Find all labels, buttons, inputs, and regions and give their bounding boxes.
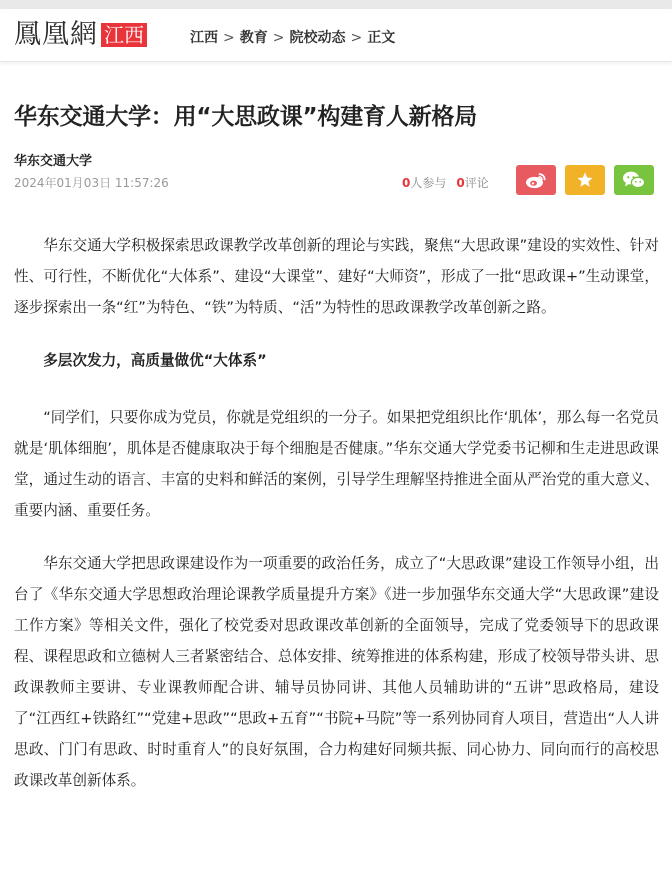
breadcrumb-item-current: 正文	[367, 30, 396, 46]
logo-region-badge: 江西	[101, 23, 147, 47]
weibo-icon	[525, 171, 547, 189]
article-source: 华东交通大学	[14, 154, 93, 169]
comments-count: 0	[456, 176, 465, 190]
breadcrumb-item-school-news[interactable]: 院校动态	[289, 30, 346, 46]
comments-link[interactable]	[456, 176, 488, 190]
breadcrumb-item-jiangxi[interactable]: 江西	[190, 30, 218, 46]
favorite-button[interactable]	[565, 165, 605, 195]
article-paragraph: “同学们，只要你成为党员，你就是党组织的一分子。如果把党组织比作‘肌体’，那么每一名党员就是‘肌体细胞’，肌体是否健康取决于每个细胞是否健康。”华东交通大学党委书记柳和生走进思政课堂，通过生动的语言、丰富的史料和鲜活的案例，引导学生理解坚持推进全面从严治党的重大意义、重要内涵、重要任务。	[14, 409, 659, 519]
breadcrumb-item-education[interactable]: 教育	[239, 30, 268, 46]
top-strip	[0, 0, 672, 9]
comments-label: 评论	[464, 176, 489, 190]
article-subheading: 多层次发力，高质量做优“大体系”	[43, 352, 267, 369]
site-logo[interactable]	[14, 20, 147, 50]
article-stats	[402, 174, 489, 191]
logo-text: 鳳凰網	[14, 19, 98, 50]
breadcrumb-separator: >	[272, 30, 285, 46]
star-icon	[576, 171, 594, 189]
article-title: 华东交通大学：用“大思政课”构建育人新格局	[14, 104, 478, 130]
participants-link[interactable]	[402, 176, 446, 190]
participants-label: 人参与	[410, 176, 447, 190]
breadcrumb-separator: >	[223, 30, 235, 46]
breadcrumb	[190, 27, 395, 47]
participants-count: 0	[402, 176, 411, 190]
site-header	[0, 9, 672, 62]
share-weibo-button[interactable]	[516, 165, 556, 195]
article-date: 2024年01月03日 11:57:26	[14, 176, 169, 190]
breadcrumb-separator: >	[350, 30, 363, 46]
article-paragraph: 华东交通大学积极探索思政课教学改革创新的理论与实践，聚焦“大思政课”建设的实效性、针对性、可行性，不断优化“大体系”、建设“大课堂”、建好“大师资”，形成了一批“思政课+”生动课堂，逐步探索出一条“红”为特色、“铁”为特质、“活”为特性的思政课教学改革创新之路。	[14, 237, 659, 316]
wechat-icon	[622, 170, 646, 190]
share-wechat-button[interactable]	[614, 165, 654, 195]
article-body	[14, 230, 659, 818]
article-paragraph: 华东交通大学把思政课建设作为一项重要的政治任务，成立了“大思政课”建设工作领导小组，出台了《华东交通大学思想政治理论课教学质量提升方案》《进一步加强华东交通大学“大思政课”建设工作方案》等相关文件，强化了校党委对思政课改革创新的全面领导，完成了党委领导下的思政课程、课程思政和立德树人三者紧密结合、总体安排、统筹推进的体系构建，形成了校领导带头讲、思政课教师主要讲、专业课教师配合讲、辅导员协同讲、其他人员辅助讲的“五讲”思政格局，建设了“江西红+铁路红”“党建+思政”“思政+五育”“书院+马院”等一系列协同育人项目，营造出“人人讲思政、门门有思政、时时重育人”的良好氛围，合力构建好同频共振、同心协力、同向而行的高校思政课改革创新体系。	[14, 555, 659, 789]
